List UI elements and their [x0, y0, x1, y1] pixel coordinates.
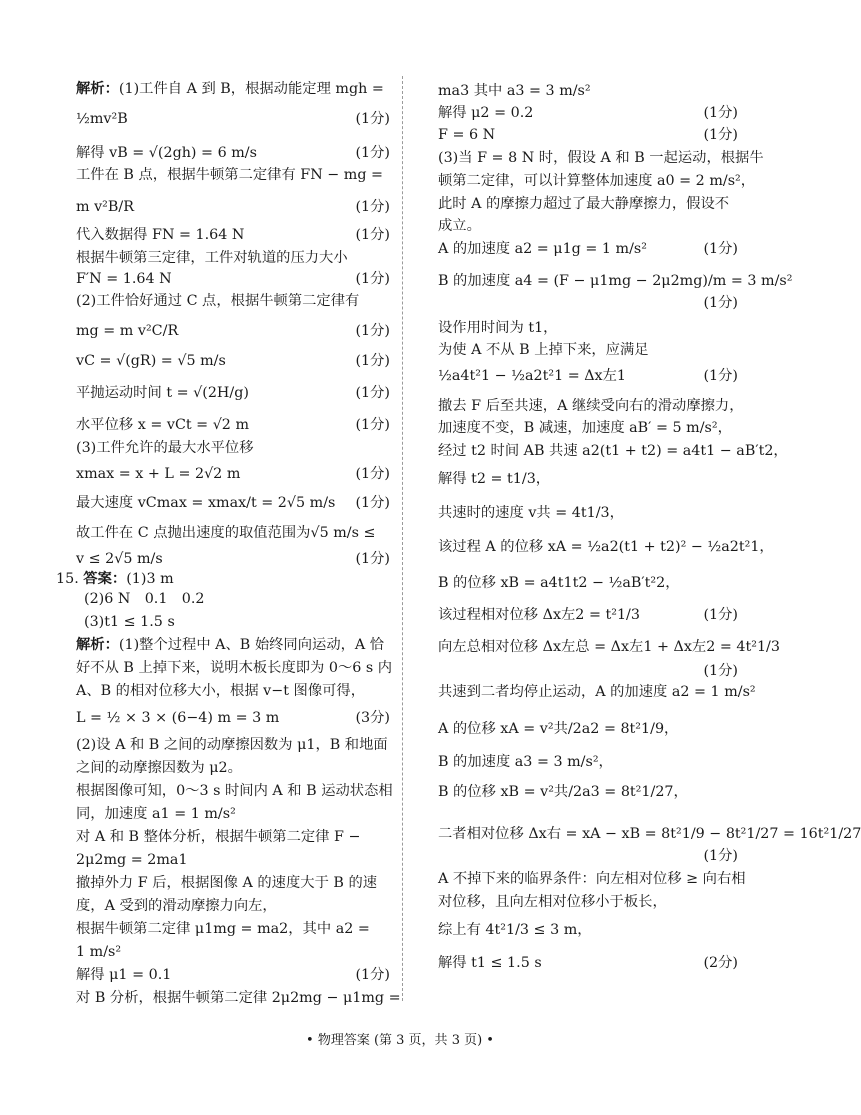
line-text: 共速到二者均停止运动，A 的加速度 a2 = 1 m/s²: [438, 684, 756, 700]
line-text: 经过 t2 时间 AB 共速 a2(t1 + t2) = a4t1 − aB′t2，: [438, 443, 788, 459]
solution-line: [76, 467, 390, 481]
line-text: 解得 vB = √(2gh) = 6 m/s: [76, 145, 257, 161]
score-points: (2分): [703, 955, 738, 971]
line-text: xmax = x + L = 2√2 m: [76, 466, 241, 482]
line-text: 此时 A 的摩擦力超过了最大静摩擦力，假设不: [438, 196, 730, 212]
solution-line: [438, 895, 738, 909]
score-points: (1分): [355, 385, 390, 401]
line-text: 设作用时间为 t1，: [438, 320, 558, 336]
line-text: m v²B/R: [76, 199, 134, 215]
solution-line: [76, 386, 390, 400]
line-text: L = ½ × 3 × (6−4) m = 3 m: [76, 710, 280, 726]
line-text: B 的位移 xB = a4t1t2 − ½aB′t²2，: [438, 575, 680, 591]
solution-line: [76, 783, 393, 799]
solution-line: [76, 146, 390, 160]
line-text: 撤去 F 后至共速，A 继续受向右的滑动摩擦力，: [438, 398, 744, 414]
solution-line: [76, 272, 390, 286]
line-text: 二者相对位移 Δx右 = xA − xB = 8t²1/9 − 8t²1/27 = 16t²1/27: [438, 826, 861, 842]
solution-line: [438, 849, 738, 863]
solution-line: [76, 830, 390, 844]
line-text: 解得 μ2 = 0.2: [438, 105, 534, 121]
solution-line: [438, 173, 756, 189]
solution-line: [438, 785, 738, 799]
solution-line: [76, 990, 401, 1006]
line-text: ½mv²B: [76, 111, 128, 127]
score-points: (1分): [355, 271, 390, 287]
line-text: (2)工件恰好通过 C 点，根据牛顿第二定律有: [76, 293, 360, 309]
solution-line: [438, 150, 764, 166]
solution-line: [76, 853, 390, 867]
score-points: (1分): [703, 105, 738, 121]
solution-line: [76, 251, 390, 265]
line-text: v ≤ 2√5 m/s: [76, 551, 163, 567]
line-text: 好不从 B 上掉下来，说明木板长度即为 0～6 s 内: [76, 660, 393, 676]
solution-line: [438, 684, 756, 700]
solution-line: [76, 638, 390, 652]
line-text: (2)6 N 0.1 0.2: [84, 591, 205, 607]
score-points: (1分): [703, 848, 738, 864]
line-text: 该过程 A 的位移 xA = ½a2(t1 + t2)² − ½a2t²1，: [438, 539, 774, 555]
line-text: 为使 A 不从 B 上掉下来，应满足: [438, 342, 649, 358]
line-text: 之间的动摩擦因数为 μ2。: [76, 760, 242, 776]
line-text: 顿第二定律，可以计算整体加速度 a0 = 2 m/s²，: [438, 173, 756, 189]
solution-line: [76, 418, 390, 432]
line-text: (3)当 F = 8 N 时，假设 A 和 B 一起运动，根据牛: [438, 150, 764, 166]
score-points: (1分): [703, 663, 738, 679]
line-text: 1 m/s²: [76, 944, 122, 960]
line-text: 水平位移 x = vCt = √2 m: [76, 417, 250, 433]
solution-line: [76, 684, 390, 698]
solution-line: [76, 899, 390, 913]
line-text: 该过程相对位移 Δx左2 = t²1/3: [438, 607, 640, 623]
solution-line: [76, 82, 390, 96]
score-points: (1分): [355, 227, 390, 243]
solution-line: [76, 968, 390, 982]
line-text: 向左总相对位移 Δx左总 = Δx左1 + Δx左2 = 4t²1/3: [438, 639, 780, 655]
solution-line: [84, 615, 390, 629]
solution-line: [76, 112, 390, 126]
line-text: 对 A 和 B 整体分析，根据牛顿第二定律 F −: [76, 829, 361, 845]
solution-line: [76, 496, 390, 510]
line-text: 成立。: [438, 218, 481, 234]
line-text: 根据图像可知，0～3 s 时间内 A 和 B 运动状态相: [76, 783, 393, 799]
line-text: 工件在 B 点，根据牛顿第二定律有 FN − mg =: [76, 167, 384, 183]
score-points: (1分): [355, 111, 390, 127]
solution-line: [438, 956, 738, 970]
line-text: A 的位移 xA = v²共/2a2 = 8t²1/9，: [438, 721, 679, 737]
solution-line: [56, 572, 390, 586]
score-points: (1分): [703, 127, 738, 143]
score-points: (1分): [703, 295, 738, 311]
solution-line: [76, 945, 390, 959]
score-points: (1分): [355, 145, 390, 161]
score-points: (1分): [703, 368, 738, 384]
line-text: 撤掉外力 F 后，根据图像 A 的速度大于 B 的速: [76, 875, 378, 891]
solution-line: [438, 755, 738, 769]
solution-line: [76, 711, 390, 725]
solution-line: [76, 761, 390, 775]
line-text: 对位移，且向左相对位移小于板长，: [438, 894, 667, 910]
solution-line: [438, 369, 738, 383]
line-text: 15. 答案：(1)3 m: [56, 571, 174, 587]
solution-line: [438, 128, 738, 142]
solution-line: [76, 552, 390, 566]
solution-line: [76, 876, 390, 890]
solution-line: [438, 219, 738, 233]
line-text: 共速时的速度 v共 = 4t1/3，: [438, 505, 624, 521]
line-text: A 不掉下来的临界条件：向左相对位移 ≥ 向右相: [438, 871, 746, 887]
solution-line: [438, 722, 738, 736]
solution-line: [438, 106, 738, 120]
line-text: 对 B 分析，根据牛顿第二定律 2μ2mg − μ1mg =: [76, 990, 401, 1006]
solution-line: [76, 168, 390, 182]
solution-line: [438, 443, 788, 459]
column-divider: [402, 76, 403, 1001]
line-text: 平抛运动时间 t = √(2H/g): [76, 385, 249, 401]
solution-line: [438, 343, 738, 357]
line-text: B 的位移 xB = v²共/2a3 = 8t²1/27，: [438, 784, 688, 800]
score-points: (1分): [355, 353, 390, 369]
solution-line: [438, 242, 738, 256]
line-text: 故工件在 C 点抛出速度的取值范围为√5 m/s ≤: [76, 525, 376, 541]
line-text: 代入数据得 FN = 1.64 N: [76, 227, 245, 243]
solution-line: [438, 84, 738, 98]
solution-line: [76, 922, 390, 936]
score-points: (1分): [355, 967, 390, 983]
line-text: 2μ2mg = 2ma1: [76, 852, 188, 868]
line-text: 解得 t1 ≤ 1.5 s: [438, 955, 542, 971]
line-text: A、B 的相对位移大小，根据 v−t 图像可得，: [76, 683, 366, 699]
score-points: (3分): [355, 710, 390, 726]
solution-line: [438, 506, 738, 520]
line-text: 同，加速度 a1 = 1 m/s²: [76, 806, 236, 822]
solution-line: [438, 398, 744, 414]
line-text: 解析：(1)工件自 A 到 B，根据动能定理 mgh =: [76, 81, 384, 97]
solution-line: [76, 200, 390, 214]
solution-line: [438, 639, 780, 655]
line-text: F = 6 N: [438, 127, 496, 143]
score-points: (1分): [703, 607, 738, 623]
line-text: (3)t1 ≤ 1.5 s: [84, 614, 175, 630]
line-text: B 的加速度 a4 = (F − μ1mg − 2μ2mg)/m = 3 m/s²: [438, 273, 793, 289]
solution-line: [76, 738, 390, 752]
line-text: F′N = 1.64 N: [76, 271, 172, 287]
solution-line: [438, 826, 861, 842]
solution-line: [438, 421, 738, 435]
line-text: mg = m v²C/R: [76, 323, 179, 339]
score-points: (1分): [355, 495, 390, 511]
line-text: 根据牛顿第二定律 μ1mg = ma2，其中 a2 =: [76, 921, 370, 937]
solution-line: [76, 526, 390, 540]
line-text: A 的加速度 a2 = μ1g = 1 m/s²: [438, 241, 647, 257]
solution-line: [438, 576, 738, 590]
page-footer: • 物理答案 (第 3 页，共 3 页) •: [306, 1033, 494, 1048]
solution-line: [76, 228, 390, 242]
line-text: ma3 其中 a3 = 3 m/s²: [438, 83, 591, 99]
solution-line: [438, 539, 774, 555]
solution-line: [438, 871, 746, 887]
solution-line: [76, 294, 390, 308]
score-points: (1分): [355, 417, 390, 433]
score-points: (1分): [355, 551, 390, 567]
solution-line: [76, 660, 393, 676]
solution-line: [438, 273, 793, 289]
score-points: (1分): [355, 323, 390, 339]
solution-line: [84, 592, 390, 606]
solution-line: [438, 923, 738, 937]
line-text: 加速度不变，B 减速，加速度 aB′ = 5 m/s²，: [438, 420, 732, 436]
line-text: (3)工件允许的最大水平位移: [76, 440, 254, 456]
line-text: 解得 t2 = t1/3，: [438, 471, 551, 487]
line-text: (2)设 A 和 B 之间的动摩擦因数为 μ1，B 和地面: [76, 737, 388, 753]
solution-line: [438, 472, 738, 486]
line-text: ½a4t²1 − ½a2t²1 = Δx左1: [438, 368, 627, 384]
line-text: 解析：(1)整个过程中 A、B 始终同向运动，A 恰: [76, 637, 385, 653]
solution-line: [76, 807, 390, 821]
score-points: (1分): [355, 199, 390, 215]
solution-line: [438, 296, 738, 310]
solution-line: [76, 324, 390, 338]
solution-line: [76, 354, 390, 368]
solution-line: [438, 608, 738, 622]
line-text: vC = √(gR) = √5 m/s: [76, 353, 226, 369]
line-text: 根据牛顿第三定律，工件对轨道的压力大小: [76, 250, 348, 266]
solution-line: [438, 321, 738, 335]
line-text: B 的加速度 a3 = 3 m/s²，: [438, 754, 613, 770]
solution-line: [438, 197, 738, 211]
line-text: 最大速度 vCmax = xmax/t = 2√5 m/s: [76, 495, 336, 511]
line-text: 解得 μ1 = 0.1: [76, 967, 172, 983]
line-text: 综上有 4t²1/3 ≤ 3 m，: [438, 922, 592, 938]
solution-line: [438, 664, 738, 678]
solution-line: [76, 441, 390, 455]
score-points: (1分): [355, 466, 390, 482]
line-text: 度，A 受到的滑动摩擦力向左，: [76, 898, 277, 914]
score-points: (1分): [703, 241, 738, 257]
